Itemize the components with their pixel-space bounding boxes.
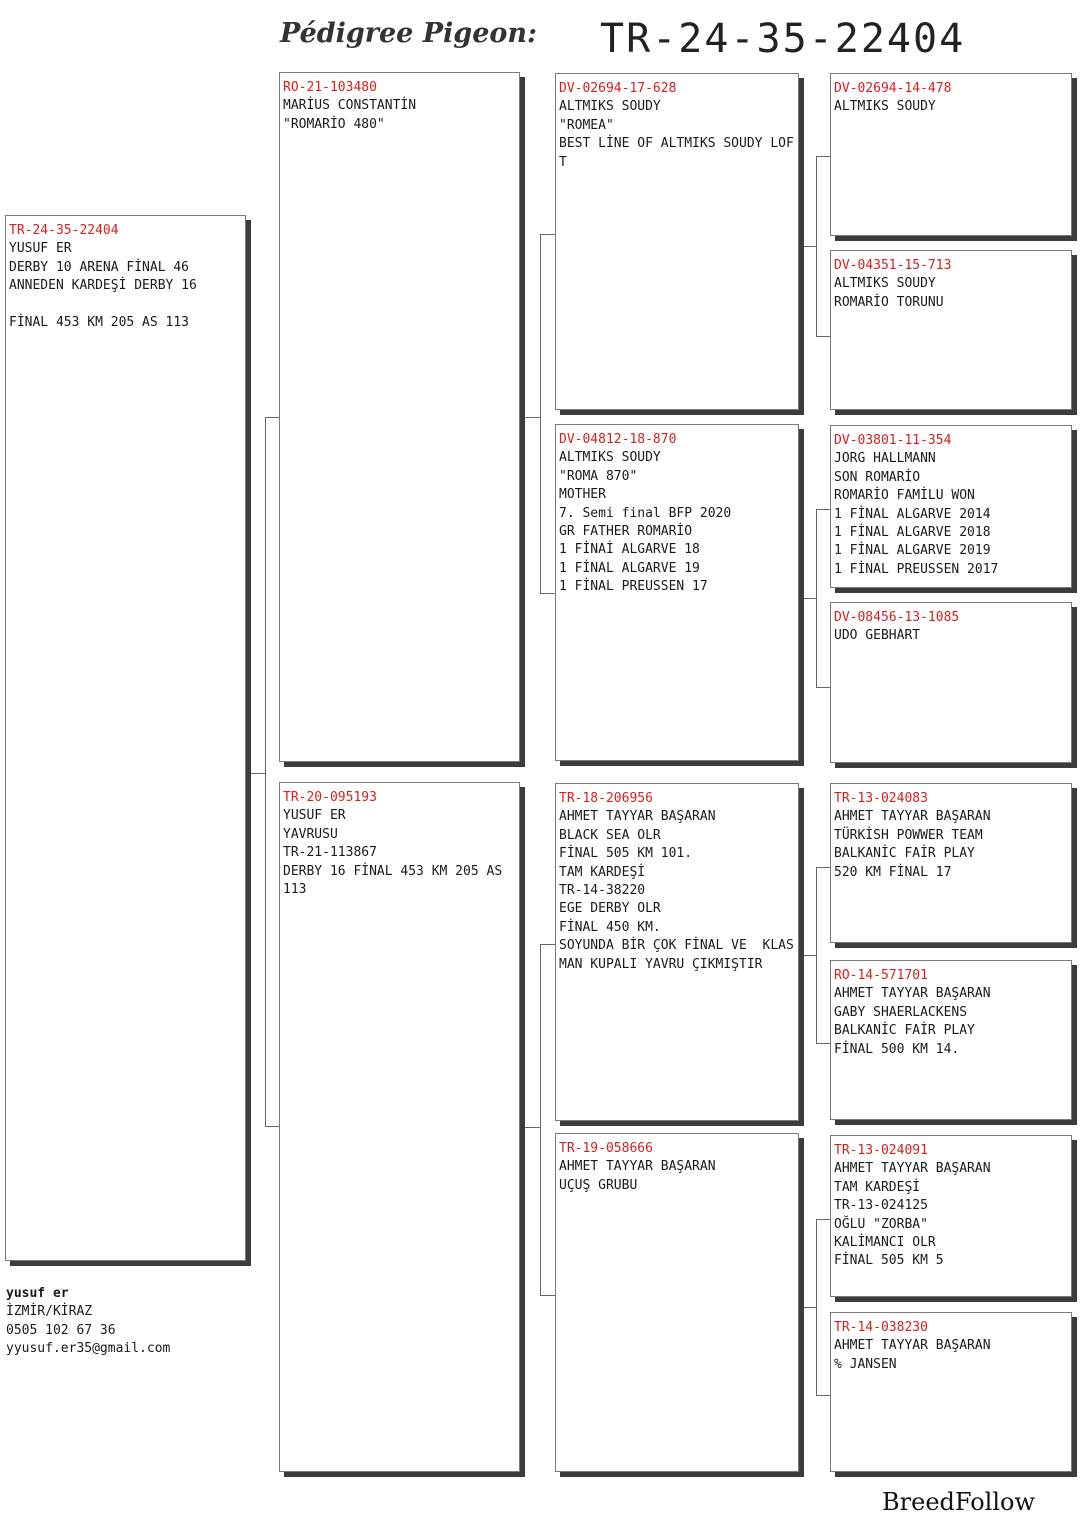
ggp-card-7 <box>830 1135 1072 1297</box>
dam-sire-card <box>555 783 799 1121</box>
ring-number: DV-02694-17-628 <box>559 81 677 96</box>
detail-line: TR-14-38220 <box>559 883 646 899</box>
detail-line: ALTMIKS SOUDY <box>834 99 936 115</box>
detail-line: ALTMIKS SOUDY <box>559 99 661 115</box>
card-details <box>283 97 516 134</box>
subject-card <box>5 215 246 1261</box>
header-ring-number: TR-24-35-22404 <box>600 16 966 62</box>
card-details <box>834 808 1068 882</box>
detail-line: TAM KARDEŞİ <box>834 1179 921 1195</box>
contact-line: 0505 102 67 36 <box>6 1322 116 1338</box>
card-details <box>834 450 1068 579</box>
detail-line: TR-13-024125 <box>834 1198 928 1214</box>
ring-number: DV-02694-14-478 <box>834 81 952 96</box>
detail-line: 7. Semi final BFP 2020 <box>559 505 732 521</box>
detail-line: UÇUŞ GRUBU <box>559 1177 638 1193</box>
ggp-card-3 <box>830 425 1072 588</box>
detail-line: ALTMIKS SOUDY <box>834 276 936 292</box>
contact-line: yyusuf.er35@gmail.com <box>6 1341 171 1357</box>
ring-number: DV-08456-13-1085 <box>834 610 960 625</box>
detail-line: 1 FİNAL ALGARVE 2014 <box>834 506 991 522</box>
detail-line: 1 FİNAL ALGARVE 19 <box>559 560 700 576</box>
detail-line: MARİUS CONSTANTİN <box>283 98 417 114</box>
detail-line: BALKANİC FAİR PLAY <box>834 1023 975 1039</box>
detail-line: YUSUF ER <box>9 241 72 257</box>
detail-line: FİNAL 453 KM 205 AS 113 <box>9 315 190 331</box>
detail-line: FİNAL 505 KM 5 <box>834 1253 944 1269</box>
detail-line: ALTMIKS SOUDY <box>559 450 661 466</box>
connector-sire-sire <box>816 156 830 337</box>
detail-line: FİNAL 450 KM. <box>559 919 661 935</box>
ring-number: TR-14-038230 <box>834 1320 928 1335</box>
ring-number: RO-21-103480 <box>283 80 377 95</box>
card-details <box>834 275 1068 312</box>
detail-line: GABY SHAERLACKENS <box>834 1004 968 1020</box>
pedigree-title: Pédigree Pigeon: <box>280 18 537 49</box>
detail-line: EGE DERBY OLR <box>559 901 661 917</box>
connector-dam-dam <box>816 1219 830 1396</box>
ggp-card-6 <box>830 960 1072 1120</box>
breedfollow-logo: BreedFollow <box>882 1488 1036 1516</box>
detail-line: DERBY 10 ARENA FİNAL 46 <box>9 259 190 275</box>
card-details <box>559 808 795 974</box>
detail-line: 1 FİNAİ ALGARVE 18 <box>559 542 700 558</box>
detail-line: YUSUF ER <box>283 808 346 824</box>
detail-line: TÜRKİSH POWWER TEAM <box>834 827 983 843</box>
ring-number: TR-18-206956 <box>559 791 653 806</box>
ring-number: RO-14-571701 <box>834 968 928 983</box>
sire-card <box>279 72 520 762</box>
ring-number: TR-13-024083 <box>834 791 928 806</box>
detail-line: BEST LİNE OF ALTMIKS SOUDY LOFT <box>559 136 794 170</box>
detail-line: GR FATHER ROMARİO <box>559 524 693 540</box>
detail-line: YAVRUSU <box>283 826 338 842</box>
detail-line: ROMARİO TORUNU <box>834 294 944 310</box>
connector-dam-sire <box>816 867 830 1044</box>
detail-line: DERBY 16 FİNAL 453 KM 205 AS 113 <box>283 863 510 898</box>
detail-line: BLACK SEA OLR <box>559 827 661 843</box>
detail-line: KALİMANCI OLR <box>834 1235 936 1251</box>
detail-line: 1 FİNAL ALGARVE 2018 <box>834 525 991 541</box>
connector-subject <box>265 417 279 1127</box>
detail-line: AHMET TAYYAR BAŞARAN <box>834 809 991 825</box>
detail-line: AHMET TAYYAR BAŞARAN <box>559 1159 716 1175</box>
detail-line: SON ROMARİO <box>834 469 921 485</box>
card-details <box>559 98 795 172</box>
detail-line: SOYUNDA BİR ÇOK FİNAL VE KLASMAN KUPALI YAVRU ÇIKMIŞTIR <box>559 938 794 972</box>
contact-line: İZMİR/KİRAZ <box>6 1304 93 1320</box>
card-details <box>834 1160 1068 1270</box>
detail-line: BALKANİC FAİR PLAY <box>834 846 975 862</box>
connector-sire-sire-stub <box>801 246 816 247</box>
card-details <box>834 627 1068 645</box>
detail-line: MOTHER <box>559 487 606 503</box>
detail-line: % JANSEN <box>834 1356 897 1372</box>
card-details <box>834 98 1068 116</box>
detail-line: FİNAL 500 KM 14. <box>834 1041 960 1057</box>
connector-dam-sire-stub <box>801 955 816 956</box>
detail-line: ROMARİO FAMİLU WON <box>834 488 975 504</box>
dam-dam-card <box>555 1133 799 1472</box>
detail-line: JORG HALLMANN <box>834 451 936 467</box>
ring-number: TR-24-35-22404 <box>9 223 119 238</box>
ggp-card-2 <box>830 250 1072 410</box>
detail-line: AHMET TAYYAR BAŞARAN <box>834 986 991 1002</box>
connector-dam-dam-stub <box>801 1307 816 1308</box>
detail-line: 520 KM FİNAL 17 <box>834 864 952 880</box>
connector-sire-dam <box>816 509 830 688</box>
detail-line: UDO GEBHART <box>834 628 921 644</box>
contact-line: yusuf er <box>6 1286 69 1301</box>
ggp-card-4 <box>830 602 1072 763</box>
connector-sire-stub <box>522 417 540 418</box>
ring-number: DV-03801-11-354 <box>834 433 952 448</box>
ggp-card-1 <box>830 73 1072 236</box>
sire-dam-card <box>555 424 799 761</box>
connector-sire <box>540 234 555 594</box>
detail-line: AHMET TAYYAR BAŞARAN <box>834 1161 991 1177</box>
detail-line: 1 FİNAL PREUSSEN 2017 <box>834 561 999 577</box>
ring-number: DV-04812-18-870 <box>559 432 677 447</box>
ring-number: TR-13-024091 <box>834 1143 928 1158</box>
card-details <box>834 985 1068 1059</box>
card-details <box>834 1337 1068 1374</box>
ring-number: TR-20-095193 <box>283 790 377 805</box>
detail-line: OĞLU "ZORBA" <box>834 1216 928 1232</box>
connector-sire-dam-stub <box>801 598 816 599</box>
connector-subject-stub <box>248 773 265 774</box>
detail-line: AHMET TAYYAR BAŞARAN <box>559 809 716 825</box>
detail-line: 1 FİNAL ALGARVE 2019 <box>834 543 991 559</box>
detail-line: "ROMEA" <box>559 117 614 133</box>
dam-card <box>279 782 520 1472</box>
detail-line: TAM KARDEŞİ <box>559 864 646 880</box>
detail-line: "ROMA 870" <box>559 468 638 484</box>
ggp-card-5 <box>830 783 1072 943</box>
ggp-card-8 <box>830 1312 1072 1472</box>
card-details <box>559 449 795 596</box>
sire-sire-card <box>555 73 799 410</box>
detail-line: 1 FİNAL PREUSSEN 17 <box>559 579 708 595</box>
detail-line: AHMET TAYYAR BAŞARAN <box>834 1338 991 1354</box>
ring-number: DV-04351-15-713 <box>834 258 952 273</box>
connector-dam-stub <box>522 1127 540 1128</box>
ring-number: TR-19-058666 <box>559 1141 653 1156</box>
card-details <box>283 807 516 899</box>
detail-line <box>9 296 242 314</box>
owner-contact <box>6 1285 170 1359</box>
connector-dam <box>540 944 555 1296</box>
detail-line: ANNEDEN KARDEŞİ DERBY 16 <box>9 278 197 294</box>
card-details <box>9 240 242 332</box>
card-details <box>559 1158 795 1195</box>
detail-line: TR-21-113867 <box>283 845 377 861</box>
detail-line: FİNAL 505 KM 101. <box>559 846 693 862</box>
detail-line: "ROMARİO 480" <box>283 116 385 132</box>
